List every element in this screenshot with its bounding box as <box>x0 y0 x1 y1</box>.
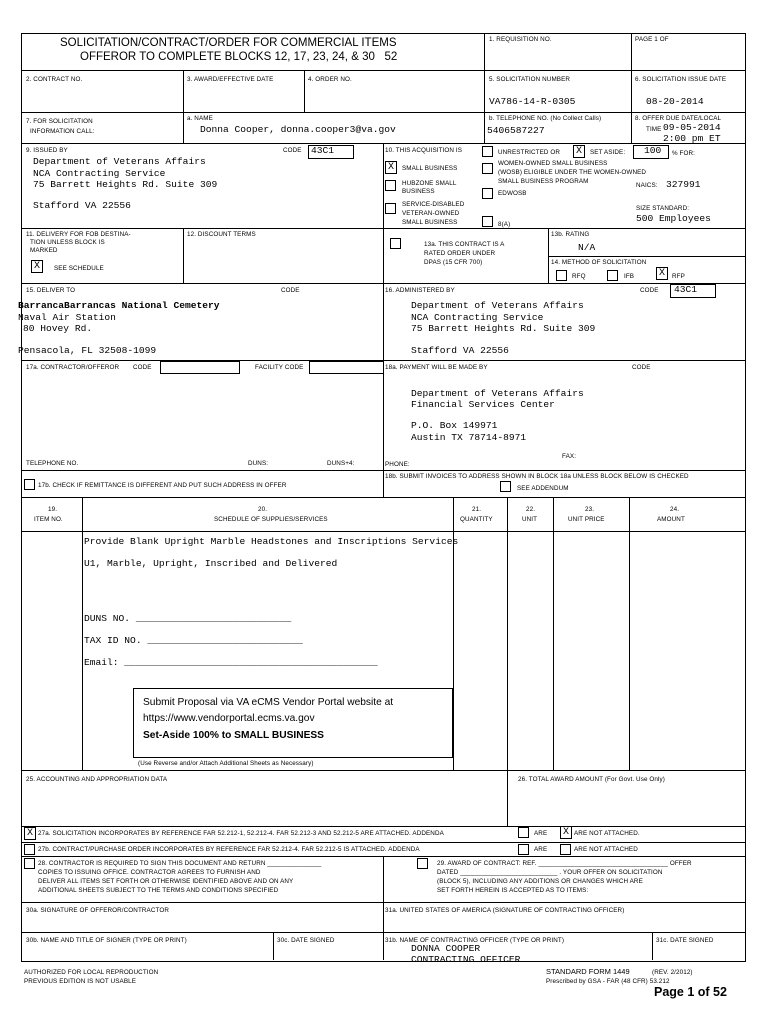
administered-by-line4: Stafford VA 22556 <box>411 345 509 356</box>
clause-28-line3: DELIVER ALL ITEMS SET FORTH OR OTHERWISE IDENTIFIED ABOVE AND ON ANY <box>38 878 294 885</box>
signer-name-label: 30b. NAME AND TITLE OF SIGNER (TYPE OR PRINT) <box>26 937 187 944</box>
clause-28-line4: ADDITIONAL SHEETS SUBJECT TO THE TERMS AND CONDITIONS SPECIFIED <box>38 887 279 894</box>
duns-label: DUNS: <box>248 460 269 467</box>
clause-27a-are-not-checkbox[interactable]: X <box>560 826 572 839</box>
col21-label: QUANTITY <box>460 516 493 523</box>
form-title-text: OFFEROR TO COMPLETE BLOCKS 12, 17, 23, 24, & 30 <box>80 51 375 63</box>
clause-27a-are: ARE <box>534 830 548 837</box>
page-of-label: PAGE 1 OF <box>635 36 669 43</box>
size-standard-label: SIZE STANDARD: <box>636 205 690 212</box>
delivery-label-3: MARKED <box>30 247 58 254</box>
rated-order-checkbox[interactable] <box>390 238 401 249</box>
payment-fax-label: FAX: <box>562 453 577 460</box>
acquisition-label: 10. THIS ACQUISITION IS <box>385 147 463 154</box>
issued-by-line4: Stafford VA 22556 <box>33 200 131 211</box>
clause-29-checkbox[interactable] <box>417 858 428 869</box>
signature-offeror-label: 30a. SIGNATURE OF OFFEROR/CONTRACTOR <box>26 907 169 914</box>
col21-num: 21. <box>472 506 482 513</box>
total-award-label: 26. TOTAL AWARD AMOUNT (For Govt. Use Only) <box>518 776 665 783</box>
schedule-desc2: U1, Marble, Upright, Inscribed and Delivered <box>84 558 338 569</box>
rating-value: N/A <box>578 242 596 253</box>
administered-by-code-label: CODE <box>640 287 659 294</box>
delivery-label-2: TION UNLESS BLOCK IS <box>30 239 105 246</box>
issued-by-label: 9. ISSUED BY <box>26 147 68 154</box>
contractor-code-box[interactable] <box>160 361 240 374</box>
officer-title: CONTRACTING OFFICER <box>411 954 521 965</box>
eight-a-label: 8(A) <box>498 221 511 228</box>
telephone-label: TELEPHONE NO. <box>26 460 79 467</box>
payment-code-label: CODE <box>632 364 651 371</box>
rated-order-label-2: RATED ORDER UNDER <box>424 250 496 257</box>
form-title-line2 <box>80 51 397 63</box>
solicitation-number[interactable]: VA786-14-R-0305 <box>489 96 576 107</box>
officer-date-label: 31c. DATE SIGNED <box>656 937 714 944</box>
rfq-checkbox[interactable] <box>556 270 567 281</box>
facility-code-label: FACILITY CODE <box>255 364 304 371</box>
email-line[interactable]: Email: ____________________________________________ <box>84 657 378 668</box>
sdvosb-checkbox[interactable] <box>385 203 396 214</box>
rfp-label: RFP <box>672 273 685 280</box>
facility-code-box[interactable] <box>309 361 384 374</box>
see-addendum-label: SEE ADDENDUM <box>517 485 569 492</box>
administered-by-label: 16. ADMINISTERED BY <box>385 287 455 294</box>
issue-date[interactable]: 08-20-2014 <box>646 96 704 107</box>
accounting-label: 25. ACCOUNTING AND APPROPRIATION DATA <box>26 776 168 783</box>
deliver-to-line1: BarrancaBarrancas National Cemetery <box>18 300 220 311</box>
clause-27b-label: 27b. CONTRACT/PURCHASE ORDER INCORPORATES BY REFERENCE FAR 52.212-4. FAR 52.212-5 IS ATTACHED. ADDENDA <box>38 846 420 853</box>
clause-27b-are-checkbox[interactable] <box>518 844 529 855</box>
see-addendum-checkbox[interactable] <box>500 481 511 492</box>
clause-29-line3: (BLOCK 5), INCLUDING ANY ADDITIONS OR CHANGES WHICH ARE <box>437 878 643 885</box>
footer-revision: (REV. 2/2012) <box>652 969 693 976</box>
col20-num: 20. <box>258 506 268 513</box>
clause-28-checkbox[interactable] <box>24 858 35 869</box>
unrestricted-label: UNRESTRICTED OR <box>498 149 561 156</box>
name-label: a. NAME <box>187 115 213 122</box>
col23-num: 23. <box>585 506 595 513</box>
officer-name: DONNA COOPER <box>411 943 481 954</box>
delivery-label: 11. DELIVERY FOR FOB DESTINA- <box>26 231 131 238</box>
offer-due-label: 8. OFFER DUE DATE/LOCAL <box>635 115 722 122</box>
clause-29-line1: 29. AWARD OF CONTRACT: REF. ____________________________________ OFFER <box>437 860 692 867</box>
deliver-to-line2: Naval Air Station <box>18 312 116 323</box>
edwosb-label: EDWOSB <box>498 190 527 197</box>
unrestricted-checkbox[interactable] <box>482 146 493 157</box>
sdvosb-label-3: SMALL BUSINESS <box>402 219 458 226</box>
small-business-checkbox[interactable]: X <box>385 161 397 174</box>
administered-by-line2: NCA Contracting Service <box>411 312 544 323</box>
footer-form-name: STANDARD FORM 1449 <box>546 967 630 976</box>
administered-by-line1: Department of Veterans Affairs <box>411 300 584 311</box>
clause-27a-checkbox[interactable]: X <box>24 827 36 840</box>
rated-order-label: 13a. THIS CONTRACT IS A <box>424 241 505 248</box>
offer-due-time[interactable]: 2:00 pm ET <box>663 133 721 144</box>
wosb-label-3: SMALL BUSINESS PROGRAM <box>498 178 589 185</box>
wosb-checkbox[interactable] <box>482 163 493 174</box>
rating-label: 13b. RATING <box>551 231 590 238</box>
hubzone-label-2: BUSINESS <box>402 188 435 195</box>
proposal-note-setaside: Set-Aside 100% to SMALL BUSINESS <box>143 730 324 741</box>
col23-label: UNIT PRICE <box>568 516 605 523</box>
reverse-note: (Use Reverse and/or Attach Additional Sheets as Necessary) <box>138 760 314 767</box>
footer-authorized: AUTHORIZED FOR LOCAL REPRODUCTION <box>24 969 159 976</box>
rfq-label: RFQ <box>572 273 586 280</box>
offer-due-date[interactable]: 09-05-2014 <box>663 122 721 133</box>
footer-previous-edition: PREVIOUS EDITION IS NOT USABLE <box>24 978 137 985</box>
edwosb-checkbox[interactable] <box>482 188 493 199</box>
col24-label: AMOUNT <box>657 516 685 523</box>
clause-27b-are: ARE <box>534 846 548 853</box>
invoice-label: 18b. SUBMIT INVOICES TO ADDRESS SHOWN IN BLOCK 18a UNLESS BLOCK BELOW IS CHECKED <box>385 473 689 480</box>
deliver-to-label: 15. DELIVER TO <box>26 287 76 294</box>
clause-27a-label: 27a. SOLICITATION INCORPORATES BY REFERENCE FAR 52.212-1, 52.212-4. FAR 52.212-3 AND 52.212-5 ARE ATTACHED. ADDENDA <box>38 830 444 837</box>
hubzone-checkbox[interactable] <box>385 180 396 191</box>
issued-by-line1: Department of Veterans Affairs <box>33 156 206 167</box>
order-no-label: 4. ORDER NO. <box>308 76 352 83</box>
issued-by-code-label: CODE <box>283 147 302 154</box>
signer-date-label: 30c. DATE SIGNED <box>277 937 335 944</box>
issue-date-label: 6. SOLICITATION ISSUE DATE <box>635 76 727 83</box>
proposal-note-line1: Submit Proposal via VA eCMS Vendor Portal website at <box>143 697 394 708</box>
col19-label: ITEM NO. <box>34 516 63 523</box>
clause-27a-are-checkbox[interactable] <box>518 827 529 838</box>
clause-29-line4: SET FORTH HEREIN IS ACCEPTED AS TO ITEMS: <box>437 887 589 894</box>
col22-num: 22. <box>526 506 536 513</box>
rated-order-label-3: DPAS (15 CFR 700) <box>424 259 483 266</box>
eight-a-checkbox[interactable] <box>482 216 493 227</box>
administered-by-code[interactable]: 43C1 <box>674 284 698 295</box>
contact-name[interactable]: Donna Cooper, donna.cooper3@va.gov <box>200 124 396 135</box>
see-schedule-label: SEE SCHEDULE <box>54 265 104 272</box>
award-date-label: 3. AWARD/EFFECTIVE DATE <box>187 76 274 83</box>
issued-by-line3: 75 Barrett Heights Rd. Suite 309 <box>33 179 218 190</box>
clause-27b-checkbox[interactable] <box>24 844 35 855</box>
sdvosb-label: SERVICE-DISABLED <box>402 201 465 208</box>
issued-by-code[interactable]: 43C1 <box>311 145 335 156</box>
contractor-code-label: CODE <box>133 364 152 371</box>
col19-num: 19. <box>48 506 58 513</box>
col20-label: SCHEDULE OF SUPPLIES/SERVICES <box>214 516 328 523</box>
deliver-to-line3: 80 Hovey Rd. <box>23 323 93 334</box>
ifb-checkbox[interactable] <box>607 270 618 281</box>
deliver-to-line4: Pensacola, FL 32508-1099 <box>18 345 157 356</box>
clause-29-line2: DATED ___________________________ . YOUR OFFER ON SOLICITATION <box>437 869 663 876</box>
set-aside-pct[interactable]: 100 <box>644 145 662 156</box>
signature-officer-label: 31a. UNITED STATES OF AMERICA (SIGNATURE OF CONTRACTING OFFICER) <box>385 907 625 914</box>
discount-terms-label: 12. DISCOUNT TERMS <box>187 231 256 238</box>
clause-27b-are-not: ARE NOT ATTACHED <box>574 846 638 853</box>
payment-line4: Austin TX 78714-8971 <box>411 432 527 443</box>
clause-28-line2: COPIES TO ISSUING OFFICE. CONTRACTOR AGREES TO FURNISH AND <box>38 869 261 876</box>
rfp-checkbox[interactable]: X <box>656 267 668 280</box>
time-label: TIME <box>646 126 662 133</box>
officer-name-label: 31b. NAME OF CONTRACTING OFFICER (TYPE OR PRINT) <box>385 937 565 944</box>
deliver-to-code-label: CODE <box>281 287 300 294</box>
set-aside-label: SET ASIDE: <box>590 149 626 156</box>
naics-label: NAICS: <box>636 182 658 189</box>
ifb-label: IFB <box>624 273 635 280</box>
schedule-desc1: Provide Blank Upright Marble Headstones and Inscriptions Services <box>84 536 459 547</box>
payment-phone-label: PHONE: <box>385 461 410 468</box>
clause-27a-are-not: ARE NOT ATTACHED. <box>574 830 640 837</box>
form-total-pages: 52 <box>384 51 398 63</box>
clause-28-line1: 28. CONTRACTOR IS REQUIRED TO SIGN THIS DOCUMENT AND RETURN _______________ <box>38 860 322 867</box>
contract-no-label: 2. CONTRACT NO. <box>26 76 83 83</box>
size-standard[interactable]: 500 Employees <box>636 213 711 224</box>
clause-27b-are-not-checkbox[interactable] <box>560 844 571 855</box>
remittance-checkbox[interactable] <box>24 479 35 490</box>
duns4-label: DUNS+4: <box>327 460 355 467</box>
page-number: Page 1 of 52 <box>654 985 727 999</box>
info-call-label: 7. FOR SOLICITATION <box>26 118 93 125</box>
contact-phone[interactable]: 5406587227 <box>487 125 545 136</box>
col22-label: UNIT <box>522 516 538 523</box>
remittance-label: 17b. CHECK IF REMITTANCE IS DIFFERENT AND PUT SUCH ADDRESS IN OFFER <box>38 482 287 489</box>
sdvosb-label-2: VETERAN-OWNED <box>402 210 460 217</box>
solicitation-number-label: 5. SOLICITATION NUMBER <box>489 76 571 83</box>
small-business-label: SMALL BUSINESS <box>402 165 458 172</box>
proposal-note-url[interactable]: https://www.vendorportal.ecms.va.gov <box>143 713 315 724</box>
phone-label: b. TELEPHONE NO. (No Collect Calls) <box>489 115 602 122</box>
pct-for-label: % FOR: <box>672 150 695 157</box>
requisition-label: 1. REQUISITION NO. <box>489 36 552 43</box>
wosb-label: WOMEN-OWNED SMALL BUSINESS <box>498 160 608 167</box>
issued-by-line2: NCA Contracting Service <box>33 168 166 179</box>
payment-label: 18a. PAYMENT WILL BE MADE BY <box>385 364 488 371</box>
tax-id-line[interactable]: TAX ID NO. ___________________________ <box>84 635 303 646</box>
payment-line3: P.O. Box 149971 <box>411 420 498 431</box>
col24-num: 24. <box>670 506 680 513</box>
naics-code[interactable]: 327991 <box>666 179 701 190</box>
payment-line1: Department of Veterans Affairs <box>411 388 584 399</box>
proposal-note-box <box>133 688 453 758</box>
hubzone-label: HUBZONE SMALL <box>402 180 457 187</box>
form-title-line1: SOLICITATION/CONTRACT/ORDER FOR COMMERCIAL ITEMS <box>60 37 397 49</box>
contractor-label: 17a. CONTRACTOR/OFFEROR <box>26 364 120 371</box>
payment-line2: Financial Services Center <box>411 399 555 410</box>
set-aside-checkbox[interactable]: X <box>573 145 585 158</box>
method-label: 14. METHOD OF SOLICITATION <box>551 259 647 266</box>
info-call-label-2: INFORMATION CALL: <box>30 128 95 135</box>
wosb-label-2: (WOSB) ELIGIBLE UNDER THE WOMEN-OWNED <box>498 169 647 176</box>
administered-by-line3: 75 Barrett Heights Rd. Suite 309 <box>411 323 596 334</box>
see-schedule-checkbox[interactable]: X <box>31 260 43 273</box>
footer-prescribed: Prescribed by GSA - FAR (48 CFR) 53.212 <box>546 978 670 985</box>
duns-line[interactable]: DUNS NO. ___________________________ <box>84 613 292 624</box>
